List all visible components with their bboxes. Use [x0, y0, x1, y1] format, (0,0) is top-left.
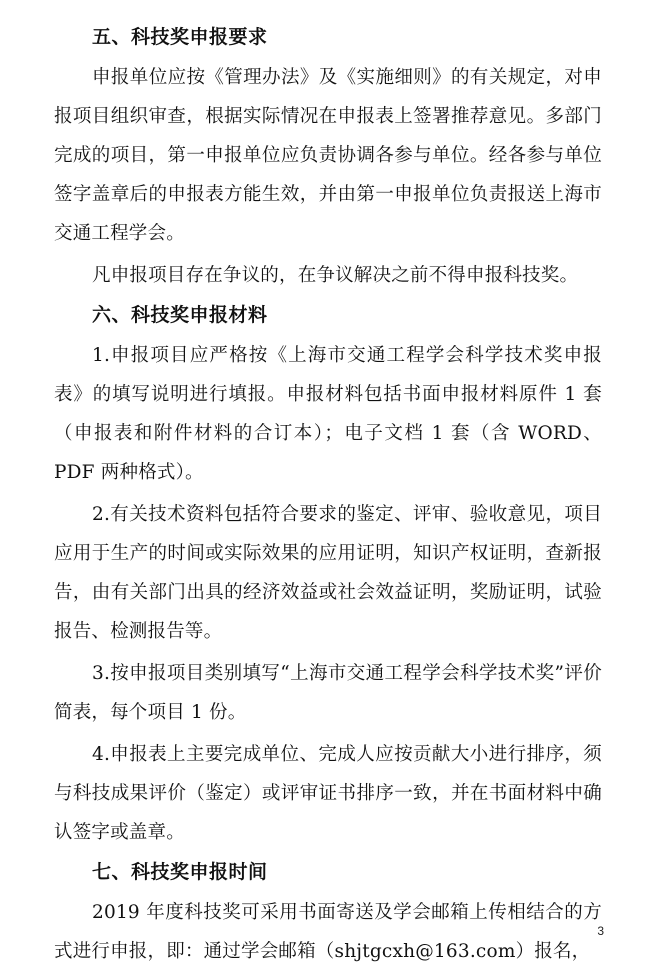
section-heading-requirements: 五、科技奖申报要求 [92, 26, 268, 48]
paragraph-material-item-1: 1.申报项目应严格按《上海市交通工程学会科学技术奖申报表》的填写说明进行填报。申报材料包括书面申报材料原件 1 套（申报表和附件材料的合订本）；电子文档 1 套（含 WORD、PDF 两种格式）。 [54, 345, 602, 483]
paragraph-material-item-3: 3.按申报项目类别填写“上海市交通工程学会科学技术奖”评价简表，每个项目 1 份。 [54, 663, 602, 723]
paragraph-review-procedure: 申报单位应按《管理办法》及《实施细则》的有关规定，对申报项目组织审查，根据实际情况在申报表上签署推荐意见。多部门完成的项目，第一申报单位应负责协调各参与单位。经各参与单位签字盖章后的申报表方能生效，并由第一申报单位负责报送上海市交通工程学会。 [54, 67, 602, 244]
section-timing [54, 855, 602, 971]
section-requirements [54, 20, 602, 295]
paragraph-material-item-2: 2.有关技术资料包括符合要求的鉴定、评审、验收意见，项目应用于生产的时间或实际效果的应用证明，知识产权证明，查新报告，由有关部门出具的经济效益或社会效益证明，奖励证明，试验报告、检测报告等。 [54, 504, 602, 642]
section-heading-materials: 六、科技奖申报材料 [92, 304, 268, 326]
page-number: 3 [597, 924, 604, 938]
section-heading-timing: 七、科技奖申报时间 [92, 861, 268, 883]
section-materials [54, 298, 602, 852]
paragraph-material-item-4: 4.申报表上主要完成单位、完成人应按贡献大小进行排序，须与科技成果评价（鉴定）或评审证书排序一致，并在书面材料中确认签字或盖章。 [54, 744, 602, 843]
paragraph-submission-method: 2019 年度科技奖可采用书面寄送及学会邮箱上传相结合的方式进行申报，即：通过学会邮箱（shjtgcxh@163.com）报名， [54, 902, 602, 962]
document-body [54, 20, 602, 974]
paragraph-dispute-rule: 凡申报项目存在争议的，在争议解决之前不得申报科技奖。 [92, 265, 579, 286]
